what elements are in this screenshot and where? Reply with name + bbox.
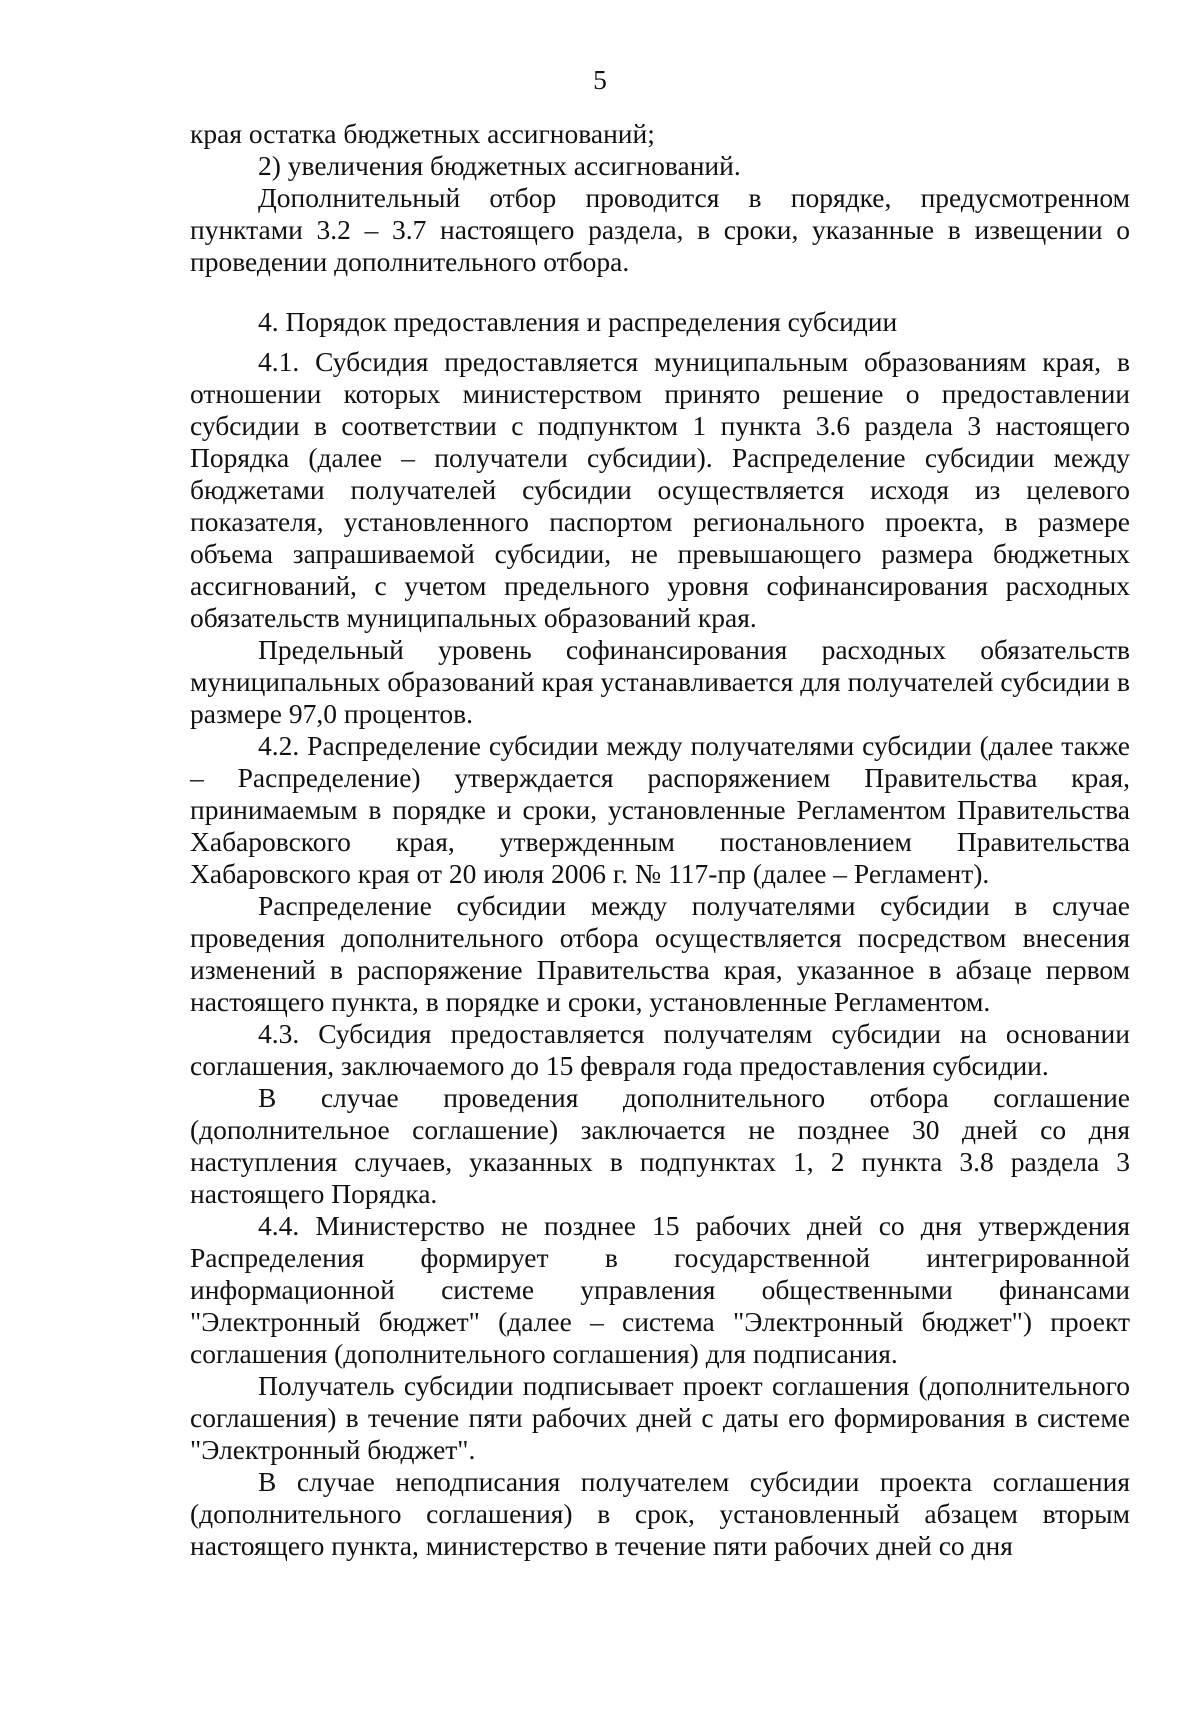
section-heading: 4. Порядок предоставления и распределения субсидии bbox=[258, 306, 898, 337]
page-number: 5 bbox=[593, 64, 607, 95]
paragraph: В случае неподписания получателем субсидии проекта соглашения (дополнительного соглашения) в срок, установленный абзацем вторым настоящего пункта, министерство в течение пяти рабочих дней со дня bbox=[190, 1466, 1130, 1561]
paragraph: края остатка бюджетных ассигнований; bbox=[190, 118, 655, 149]
paragraph: 2) увеличения бюджетных ассигнований. bbox=[258, 150, 741, 181]
paragraph: Распределение субсидии между получателями субсидии в случае проведения дополнительного отбора осуществляется посредством внесения изменений в распоряжение Правительства края, указанное в абзаце первом настоящего пункта, в порядке и сроки, установленные Регламентом. bbox=[190, 890, 1130, 1017]
paragraph: Дополнительный отбор проводится в порядке, предусмотренном пунктами 3.2 – 3.7 настоящего раздела, в сроки, указанные в извещении о проведении дополнительного отбора. bbox=[190, 182, 1130, 277]
paragraph: 4.2. Распределение субсидии между получателями субсидии (далее также – Распределение) утверждается распоряжением Правительства края, принимаемым в порядке и сроки, установленные Регламентом Правительства Хабаровского края, утвержденным постановлением Правительства Хабаровского края от 20 июля 2006 г. № 117-пр (далее – Регламент). bbox=[190, 730, 1130, 889]
paragraph: 4.4. Министерство не позднее 15 рабочих дней со дня утверждения Распределения формирует в государственной интегрированной информационной системе управления общественными финансами "Электронный бюджет" (далее – система "Электронный бюджет") проект соглашения (дополнительного соглашения) для подписания. bbox=[190, 1210, 1130, 1369]
document-body bbox=[190, 118, 1130, 1562]
paragraph: 4.3. Субсидия предоставляется получателям субсидии на основании соглашения, заключаемого до 15 февраля года предоставления субсидии. bbox=[190, 1018, 1130, 1081]
paragraph: В случае проведения дополнительного отбора соглашение (дополнительное соглашение) заключается не позднее 30 дней со дня наступления случаев, указанных в подпунктах 1, 2 пункта 3.8 раздела 3 настоящего Порядка. bbox=[190, 1082, 1130, 1209]
paragraph: Предельный уровень софинансирования расходных обязательств муниципальных образований края устанавливается для получателей субсидии в размере 97,0 процентов. bbox=[190, 634, 1130, 729]
paragraph: Получатель субсидии подписывает проект соглашения (дополнительного соглашения) в течение пяти рабочих дней с даты его формирования в системе "Электронный бюджет". bbox=[190, 1370, 1130, 1465]
paragraph: 4.1. Субсидия предоставляется муниципальным образованиям края, в отношении которых министерством принято решение о предоставлении субсидии в соответствии с подпунктом 1 пункта 3.6 раздела 3 настоящего Порядка (далее – получатели субсидии). Распределение субсидии между бюджетами получателей субсидии осуществляется исходя из целевого показателя, установленного паспортом регионального проекта, в размере объема запрашиваемой субсидии, не превышающего размера бюджетных ассигнований, с учетом предельного уровня софинансирования расходных обязательств муниципальных образований края. bbox=[190, 346, 1130, 633]
